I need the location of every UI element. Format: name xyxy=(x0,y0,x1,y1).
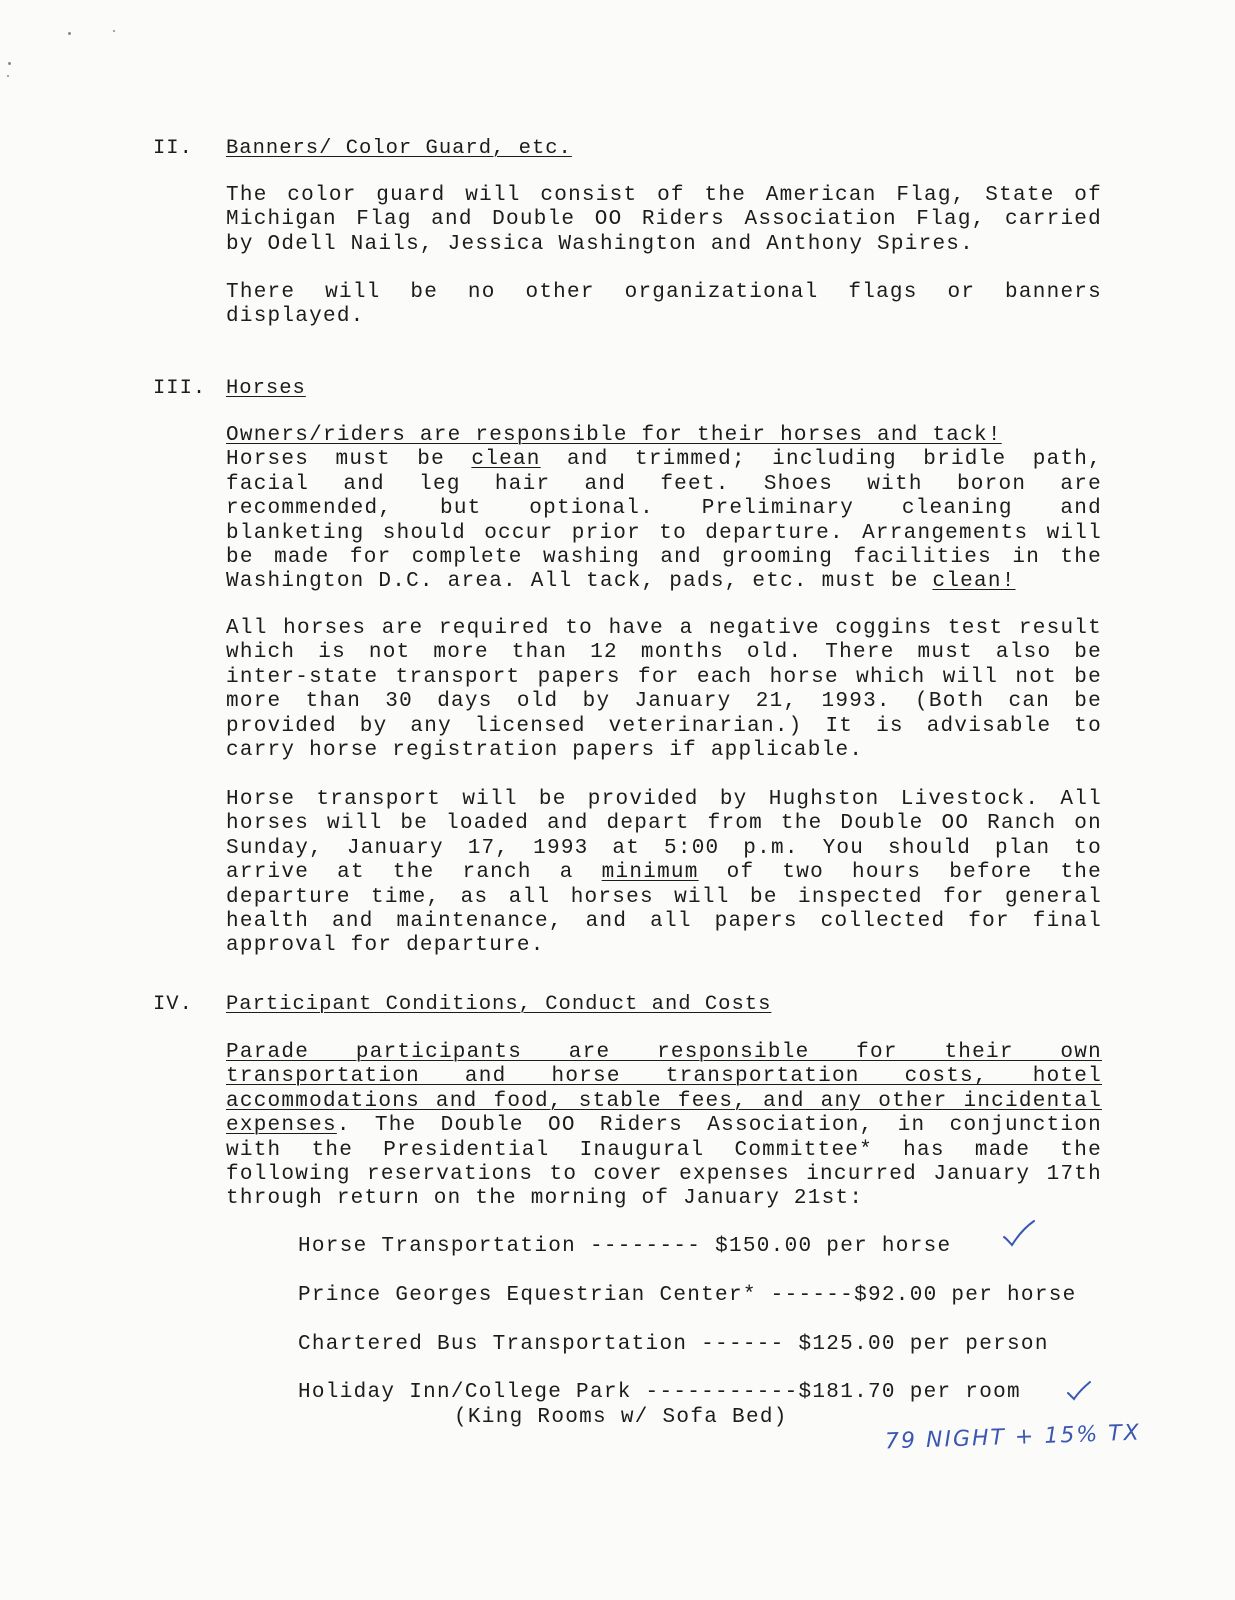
cost-item-horse-transportation xyxy=(298,1235,951,1258)
text-line: All horses are required to have a negative coggins test result xyxy=(226,617,1102,640)
text-line: departure time, as all horses will be inspected for general xyxy=(226,885,1102,909)
text-line: recommended, but optional. Preliminary cleaning and xyxy=(226,497,1102,521)
text-line: approval for departure. xyxy=(226,934,545,958)
cost-item-equestrian-center xyxy=(298,1284,1077,1307)
text-run: and trimmed; including bridle path, xyxy=(540,448,1102,472)
section-numeral-iii: III. xyxy=(153,377,207,400)
cost-price: $181.70 per room xyxy=(798,1381,1021,1404)
paragraph-coggins-test xyxy=(226,617,1102,763)
text-line: The color guard will consist of the American Flag, State of xyxy=(226,184,1102,207)
text-line: horses will be loaded and depart from the Double OO Ranch on xyxy=(226,812,1102,836)
paragraph-owners-responsible xyxy=(226,424,1102,595)
cost-note-king-rooms: (King Rooms w/ Sofa Bed) xyxy=(454,1406,788,1429)
text-line: more than 30 days old by January 21, 1993. (Both can be xyxy=(226,690,1102,714)
text-line: blanketing should occur prior to departure. Arrangements will xyxy=(226,521,1102,545)
text-line xyxy=(226,861,1102,885)
text-line: displayed. xyxy=(226,305,365,329)
text-line-emphasis: accommodations and food, stable fees, and any other incidental xyxy=(226,1089,1102,1113)
text-line: which is not more than 12 months old. There must also be xyxy=(226,641,1102,665)
text-run: Washington D.C. area. All tack, pads, etc. must be xyxy=(226,570,933,594)
text-run: arrive at the ranch a xyxy=(226,861,602,885)
text-run-underlined: clean! xyxy=(932,570,1016,594)
text-line: Michigan Flag and Double OO Riders Association Flag, carried xyxy=(226,208,1102,232)
paragraph-color-guard xyxy=(226,184,1102,257)
section-numeral-iv: IV. xyxy=(153,993,193,1016)
text-line: provided by any licensed veterinarian.) It is advisable to xyxy=(226,714,1102,738)
paper-speck xyxy=(7,75,9,77)
text-line: carry horse registration papers if applicable. xyxy=(226,739,864,763)
section-heading-banners: Banners/ Color Guard, etc. xyxy=(226,137,572,160)
cost-label: Holiday Inn/College Park ----------- xyxy=(298,1381,799,1404)
section-numeral-ii: II. xyxy=(153,137,193,160)
text-line xyxy=(226,570,1102,594)
text-line xyxy=(226,1114,1102,1138)
text-line: by Odell Nails, Jessica Washington and Anthony Spires. xyxy=(226,232,975,256)
text-line-emphasis: Parade participants are responsible for their own xyxy=(226,1041,1102,1064)
text-run-underlined: minimum xyxy=(601,861,699,885)
section-heading-horses: Horses xyxy=(226,377,306,400)
section-heading-participant-conditions: Participant Conditions, Conduct and Costs xyxy=(226,993,772,1016)
text-run: of two hours before the xyxy=(698,861,1103,885)
text-line: following reservations to cover expenses incurred January 17th xyxy=(226,1163,1102,1187)
text-line: inter-state transport papers for each horse which will not be xyxy=(226,665,1102,689)
paper-speck xyxy=(8,62,11,65)
text-line xyxy=(226,448,1102,472)
cost-item-holiday-inn xyxy=(298,1381,1021,1404)
paragraph-participant-costs xyxy=(226,1041,1102,1212)
paragraph-no-banners xyxy=(226,281,1102,330)
text-run-underlined: clean xyxy=(471,448,541,472)
text-line: health and maintenance, and all papers collected for final xyxy=(226,910,1102,934)
paragraph-horse-transport xyxy=(226,788,1102,959)
cost-item-bus-transportation xyxy=(298,1333,1049,1356)
cost-label: Chartered Bus Transportation ------ xyxy=(298,1333,785,1356)
cost-label: Horse Transportation -------- xyxy=(298,1235,702,1258)
text-line: There will be no other organizational flags or banners xyxy=(226,281,1102,304)
cost-price: $92.00 per horse xyxy=(854,1284,1077,1307)
text-line: facial and leg hair and feet. Shoes with boron are xyxy=(226,472,1102,496)
text-line: be made for complete washing and grooming facilities in the xyxy=(226,546,1102,570)
cost-price: $125.00 per person xyxy=(784,1333,1049,1356)
checkmark-icon xyxy=(1066,1380,1092,1402)
text-line-emphasis: transportation and horse transportation costs, hotel xyxy=(226,1065,1102,1089)
text-run: . The Double OO Riders Association, in conjunction xyxy=(336,1114,1102,1138)
text-run: Horses must be xyxy=(226,448,472,472)
handwritten-note: 79 NIGHT + 15% TX xyxy=(884,1420,1142,1455)
text-line: with the Presidential Inaugural Committee* has made the xyxy=(226,1138,1102,1162)
text-line: Horse transport will be provided by Hughston Livestock. All xyxy=(226,788,1102,811)
cost-price: $150.00 per horse xyxy=(701,1235,952,1258)
text-line: Sunday, January 17, 1993 at 5:00 p.m. You should plan to xyxy=(226,836,1102,860)
paper-speck xyxy=(68,32,71,35)
cost-label: Prince Georges Equestrian Center* ------ xyxy=(298,1284,855,1307)
paper-speck xyxy=(113,30,115,32)
text-line-emphasis: Owners/riders are responsible for their horses and tack! xyxy=(226,424,1002,447)
text-line: through return on the morning of January 21st: xyxy=(226,1187,864,1211)
text-run-underlined: expenses xyxy=(226,1114,337,1138)
checkmark-icon xyxy=(1002,1219,1036,1249)
